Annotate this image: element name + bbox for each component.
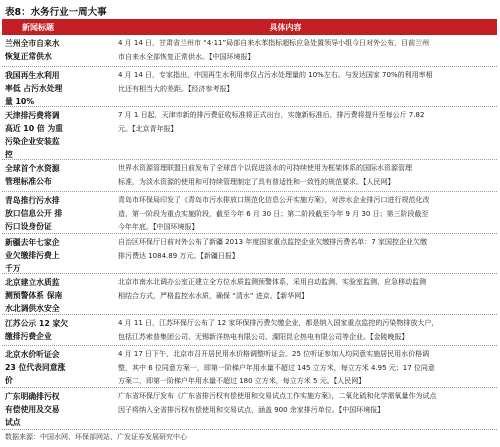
table-row — [2, 315, 497, 346]
news-title: 青岛推行污水排 放口信息公开 排 污口设身份证 — [5, 196, 63, 231]
news-title: 江苏公示 12 家欠 缴排污费企业 — [5, 319, 69, 341]
news-content: 北京市南水北调办公室正建立全方位水质监测预警体系，采用自动监测、实验室监测、应急移动监测 相结合方式，严格监控水水质，确保 “清水” 进京。【新华网】 — [118, 278, 426, 300]
header-news-title: 新闻标题 — [22, 22, 54, 32]
news-content: 4 月 11 日，江苏环保厅公布了 12 家环保排污费欠缴企业，都是纳入国家重点监控的污染物排放大户， 包括江苏索普集团公司、无锡新洋热电有限公司、溧阳昆仑热电有限公司等企业。【金陵晚报】 — [118, 319, 439, 341]
news-title: 广东明确排污权 有偿使用及交易 试点 — [5, 392, 60, 427]
table-row — [2, 107, 497, 160]
news-content: 自治区环保厅日前对外公布了新疆 2013 年度国家重点监控企业欠缴排污费名单：7 家国控企业欠缴 排污费达 1084.89 万元。【新疆日报】 — [118, 238, 427, 260]
news-table — [2, 19, 497, 430]
table-row — [2, 234, 497, 274]
header-content: 具体内容 — [269, 22, 302, 32]
table-header — [2, 19, 497, 35]
table-title: 表8：水务行业一周大事 — [5, 7, 107, 18]
table-row — [2, 346, 497, 388]
news-title: 新疆去年七家企 业欠缴排污费上 千万 — [5, 238, 60, 273]
data-source: 数据来源：中国水网、环保部网站、广发证券发展研究中心 — [5, 433, 187, 441]
news-content: 4 月 14 日，甘肃省兰州市 “4·11”局部自来水苯指标超标应急处置领导小组今日对外公布，目前兰州 市自来水全部恢复正常供水。【中国环境报】 — [118, 39, 430, 61]
news-title: 北京水价听证会 23 位代表同意涨 价 — [5, 350, 66, 385]
table-row — [2, 160, 497, 192]
table-row — [2, 67, 497, 107]
news-content: 4 月 14 日，专家指出，中国再生水利用率仅占污水处理量的 10%左右。与发达国家 70%的利用率相 比还有相当大的差距。【经济参考报】 — [118, 71, 433, 93]
news-title: 全球首个水资源 管理标准公布 — [5, 164, 60, 186]
news-content: 4 月 17 日下午，北京市召开居民用水价格调整听证会。25 位听证参加人均同意实施居民用水价格调 整，其中 6 位同意方案一，即第一阶梯户年用水量不超过 145 立方米，每立方米 4.95 元；17 位同意 方案二，即第一阶梯户年用水量不超过 180 立方米，每立方米 5 元。【人民网】 — [118, 350, 435, 385]
news-title: 天津排污费将调 高近 10 倍 为重 污染企业安装监 控 — [5, 111, 63, 159]
news-title: 北京建立水质监 测预警体系 保南 水北调供水安全 — [5, 278, 63, 313]
table-row — [2, 274, 497, 315]
news-content: 7 月 1 日起，天津市新的排污费征收标准将正式出台，实施新标准后，排污费将提升至每公斤 7.82 元。【北京青年报】 — [118, 111, 425, 133]
news-content: 广东省环保厅发布《广东省排污权有偿使用和交易试点工作实施方案》，二氧化硫和化学需氧量作为试点 因子将纳入全省排污权有偿使用和交易试点，涵盖 900 余家排污单位。【中国环境报】 — [118, 392, 437, 414]
news-title: 兰州全市自来水 恢复正常供水 — [5, 39, 60, 61]
news-content: 青岛市环保局印发了《青岛市污水排放口规范化信息公开实施方案》，对涉水企业排污口进行规范化改 造，第一阶段为重点实施阶段，截至今年 6 月 30 日；第二阶段截至今年 9 月 30 日；第三阶段截至 今年年底。【中国环境报】 — [118, 196, 430, 231]
news-content: 世界水资源管理联盟日前发布了全球首个以促进淡水的可持续使用为框架体系的国际水资源管理 标准，为淡水资源的使用和可持续管理制定了具有普适性和一致性的规范要求。【人民网】 — [118, 164, 412, 186]
table-row — [2, 388, 497, 430]
table-row — [2, 192, 497, 234]
table-row — [2, 35, 497, 67]
news-title: 我国再生水利用 率低 占污水处理 量 10% — [5, 71, 63, 106]
